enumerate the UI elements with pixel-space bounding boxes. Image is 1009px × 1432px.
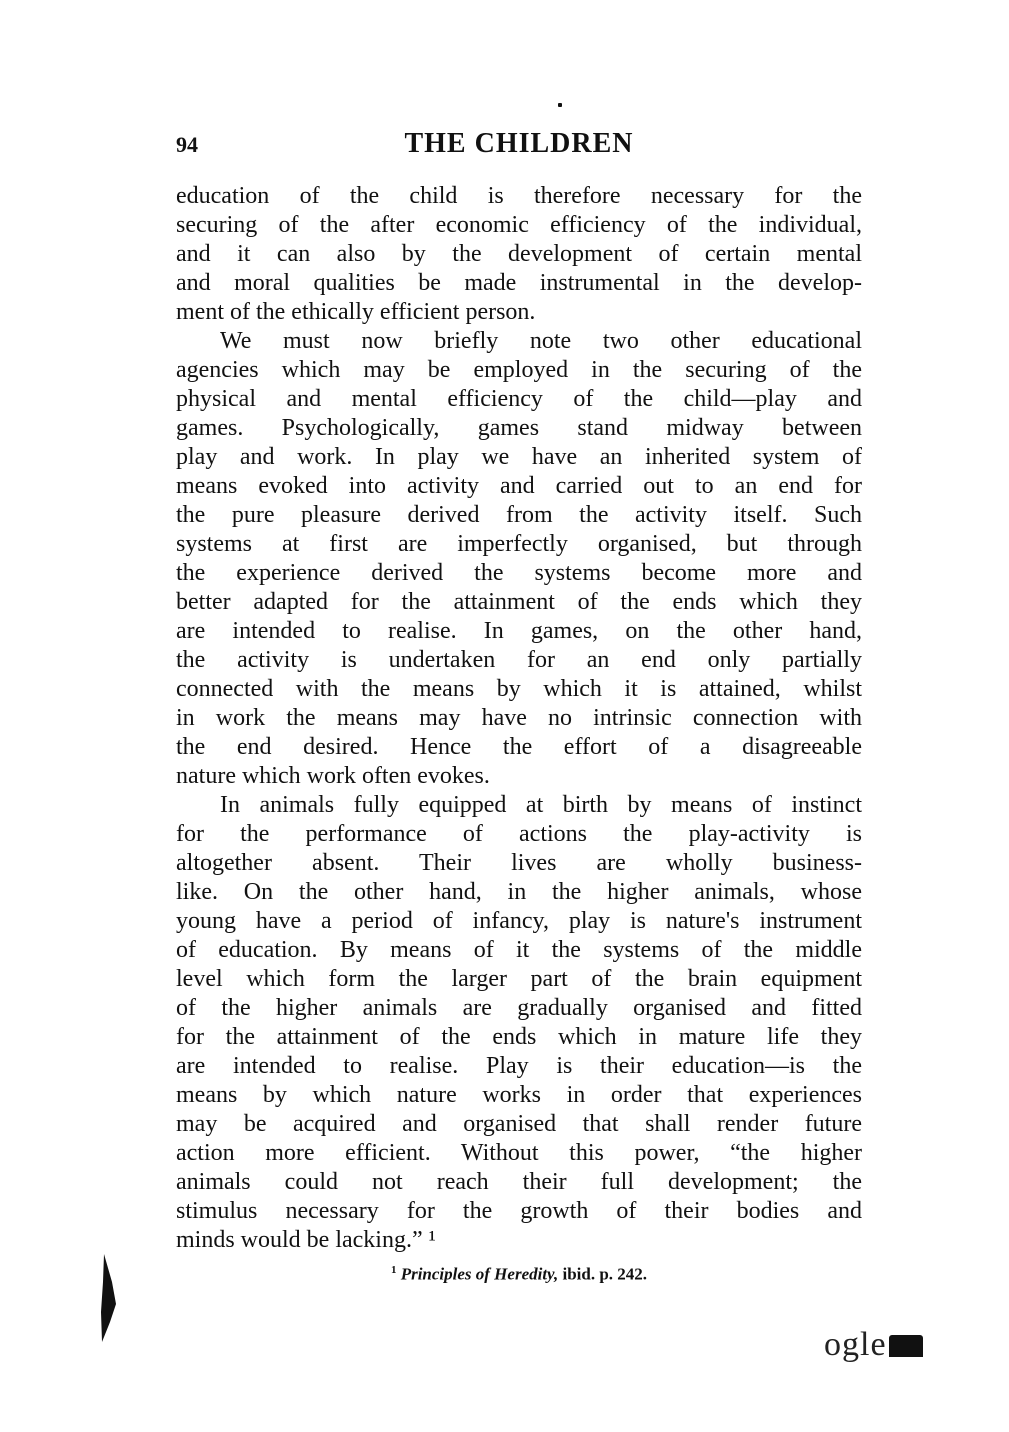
text-line: physical and mental efficiency of the child—play and <box>176 386 862 412</box>
text-line: We must now briefly note two other educational <box>220 328 862 354</box>
watermark-blot <box>889 1335 923 1357</box>
text-line: of the higher animals are gradually organised and fitted <box>176 995 862 1021</box>
text-line: animals could not reach their full development; the <box>176 1169 862 1195</box>
text-line: minds would be lacking.” ¹ <box>176 1227 436 1253</box>
text-line: action more efficient. Without this power, “the higher <box>176 1140 862 1166</box>
text-line: stimulus necessary for the growth of their bodies and <box>176 1198 862 1224</box>
text-line: games. Psychologically, games stand midway between <box>176 415 862 441</box>
text-line: In animals fully equipped at birth by means of instinct <box>220 792 862 818</box>
footnote-citation: ibid. p. 242. <box>558 1264 648 1284</box>
text-line: means evoked into activity and carried out to an end for <box>176 473 862 499</box>
text-line: young have a period of infancy, play is nature's instrument <box>176 908 862 934</box>
footnote <box>176 1264 862 1285</box>
footnote-title: Principles of Heredity, <box>400 1264 559 1284</box>
text-line: like. On the other hand, in the higher animals, whose <box>176 879 862 905</box>
text-line: agencies which may be employed in the securing of the <box>176 357 862 383</box>
page-title: THE CHILDREN <box>404 128 634 159</box>
text-line: in work the means may have no intrinsic connection with <box>176 705 862 731</box>
footnote-marker: 1 <box>390 1264 397 1276</box>
text-line: and moral qualities be made instrumental in the develop- <box>176 270 862 296</box>
text-line: ment of the ethically efficient person. <box>176 299 536 325</box>
text-line: and it can also by the development of certain mental <box>176 241 862 267</box>
text-line: the end desired. Hence the effort of a disagreeable <box>176 734 862 760</box>
text-line: connected with the means by which it is attained, whilst <box>176 676 862 702</box>
watermark-text: ogle <box>824 1326 887 1363</box>
text-line: level which form the larger part of the brain equipment <box>176 966 862 992</box>
text-line: play and work. In play we have an inherited system of <box>176 444 862 470</box>
text-line: altogether absent. Their lives are wholly business- <box>176 850 862 876</box>
text-line: may be acquired and organised that shall render future <box>176 1111 862 1137</box>
page-number: 94 <box>176 132 198 157</box>
text-line: nature which work often evokes. <box>176 763 490 789</box>
stray-dot <box>558 103 562 107</box>
body-text <box>176 182 862 1255</box>
text-line: means by which nature works in order that experiences <box>176 1082 862 1108</box>
text-line: for the attainment of the ends which in mature life they <box>176 1024 862 1050</box>
text-line: of education. By means of it the systems of the middle <box>176 937 862 963</box>
margin-mark <box>98 1252 120 1344</box>
text-line: the experience derived the systems become more and <box>176 560 862 586</box>
scan-watermark <box>824 1326 923 1366</box>
running-head <box>176 128 862 168</box>
text-line: are intended to realise. Play is their education—is the <box>176 1053 862 1079</box>
text-line: systems at first are imperfectly organised, but through <box>176 531 862 557</box>
text-line: securing of the after economic efficiency of the individual, <box>176 212 862 238</box>
text-line: for the performance of actions the play-activity is <box>176 821 862 847</box>
text-line: education of the child is therefore necessary for the <box>176 183 862 209</box>
text-line: are intended to realise. In games, on the other hand, <box>176 618 862 644</box>
text-line: the activity is undertaken for an end only partially <box>176 647 862 673</box>
text-line: the pure pleasure derived from the activity itself. Such <box>176 502 862 528</box>
text-line: better adapted for the attainment of the ends which they <box>176 589 862 615</box>
